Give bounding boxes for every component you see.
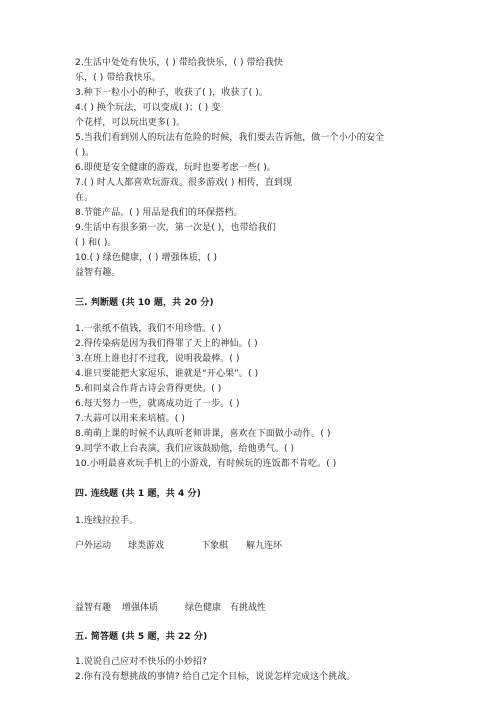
judge-item: 3.在班上谁也打不过我，说明我最棒。( ) <box>75 354 240 364</box>
blank-q5-line2: ( )。 <box>75 148 95 158</box>
judge-item: 1.一张纸不值钱，我们不用珍惜。( ) <box>75 324 222 334</box>
judge-item: 6.每天努力一些，就离成功近了一步。( ) <box>75 399 240 409</box>
judge-item: 9.同学不敢上台表演，我们应该鼓励他，给他勇气。( ) <box>75 444 295 454</box>
judge-item: 7.大蒜可以用来来培植。( ) <box>75 414 185 424</box>
blank-q3: 3.种下一粒小小的种子，收获了( )，收获了( )。 <box>75 88 268 98</box>
section-heading-judge: 三. 判断题 (共 10 题，共 20 分) <box>75 298 214 308</box>
match-bottom-item[interactable]: 有挑战性 <box>230 603 267 613</box>
judge-item: 10.小明最喜欢玩手机上的小游戏，有时候玩的连饭都不肯吃。( ) <box>75 459 337 469</box>
blank-q4-line1: 4.( ) 换个玩法，可以变成( )；( ) 变 <box>75 103 221 113</box>
blank-q10-line1: 10.( ) 绿色健康，( ) 增强体质，( ) <box>75 253 218 263</box>
blank-q9-line1: 9.生活中有很多第一次，第一次是( )，也带给我们 <box>75 223 276 233</box>
judge-item: 8.萌萌上课的时候不认真听老师讲课，喜欢在下面做小动作。( ) <box>75 429 331 439</box>
blank-q7-line1: 7.( ) 时人人都喜欢玩游戏。很多游戏( ) 相传，直到现 <box>75 178 293 188</box>
short-item: 2.你有没有想挑战的事情? 给自己定个目标，说说怎样完成这个挑战。 <box>75 672 356 682</box>
match-top-item[interactable]: 解九连环 <box>246 541 283 551</box>
blank-q4-line2: 个花样，可以玩出更多( )。 <box>75 118 186 128</box>
blank-q10-line2: 益智有趣。 <box>75 268 121 278</box>
match-bottom-item[interactable]: 益智有趣 <box>75 603 112 613</box>
judge-item: 4.谁只要能把大家逗乐，谁就是“开心果”。( ) <box>75 369 259 379</box>
match-question: 1.连线拉拉手。 <box>75 516 139 526</box>
section-heading-match: 四. 连线题 (共 1 题，共 4 分) <box>75 489 201 499</box>
blank-q8: 8.节能产品、( ) 用品是我们的环保搭档。 <box>75 208 243 218</box>
match-bottom-item[interactable]: 增强体质 <box>122 603 159 613</box>
short-item: 1.说说自己应对不快乐的小妙招? <box>75 657 207 667</box>
blank-q9-line2: ( ) 和( )。 <box>75 238 117 248</box>
blank-q2-line1: 2.生活中处处有快乐，( ) 带给我快乐，( ) 带给我快 <box>75 58 283 68</box>
match-top-item[interactable]: 下象棋 <box>201 541 229 551</box>
judge-item: 2.得传染病是因为我们得罪了天上的神仙。( ) <box>75 339 258 349</box>
match-top-item[interactable]: 户外运动 <box>75 541 112 551</box>
blank-q7-line2: 在。 <box>75 193 94 203</box>
section-heading-short: 五. 简答题 (共 5 题，共 22 分) <box>75 632 208 642</box>
blank-q6: 6.即使是安全健康的游戏，玩时也要考虑一些( )。 <box>75 163 276 173</box>
match-bottom-item[interactable]: 绿色健康 <box>185 603 222 613</box>
blank-q2-line2: 乐，( ) 带给我快乐。 <box>75 73 161 83</box>
blank-q5-line1: 5.当我们看到别人的玩法有危险的时候，我们要去告诉他，做一个小小的安全 <box>75 133 385 143</box>
match-top-item[interactable]: 球类游戏 <box>128 541 165 551</box>
judge-item: 5.和同桌合作背古诗会背得更快。( ) <box>75 384 222 394</box>
